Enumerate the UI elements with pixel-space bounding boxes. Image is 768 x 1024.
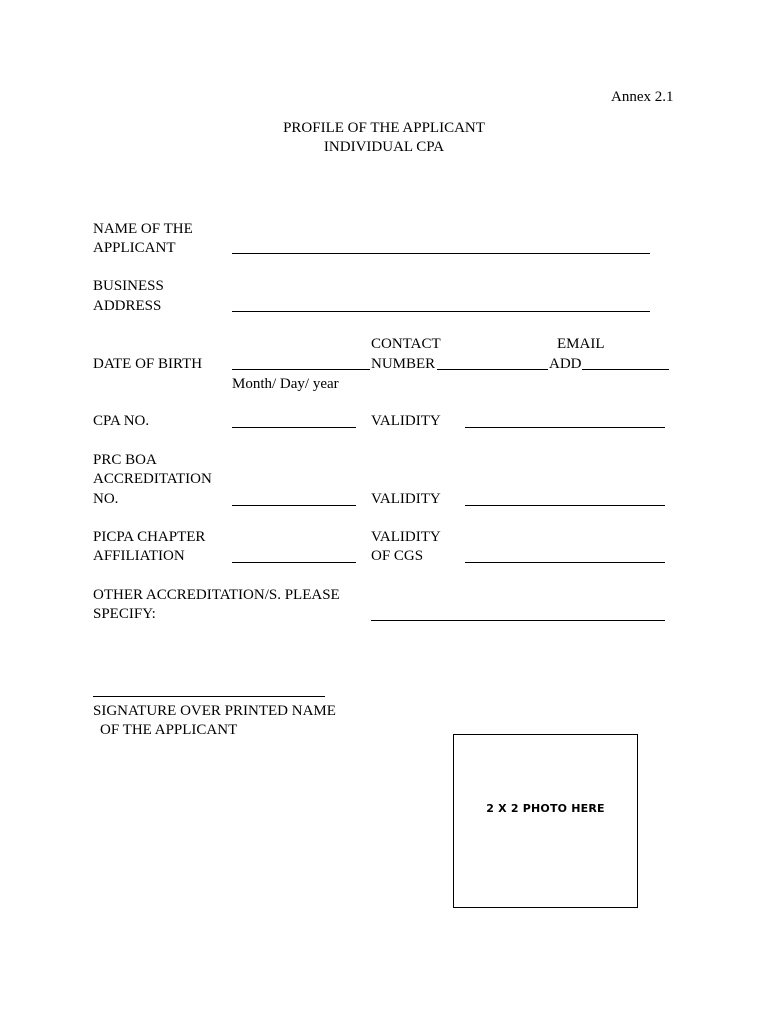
name-label-line1: NAME OF THE — [93, 221, 193, 237]
other-label-line2: SPECIFY: — [93, 606, 156, 622]
business-address-field[interactable] — [232, 311, 650, 312]
signature-label-line1: SIGNATURE OVER PRINTED NAME — [93, 703, 336, 719]
cgs-label-line2: OF CGS — [371, 548, 424, 564]
contact-label-line2: NUMBER — [371, 356, 436, 372]
page-subtitle: INDIVIDUAL CPA — [323, 139, 445, 155]
picpa-label-line1: PICPA CHAPTER — [93, 529, 206, 545]
name-field[interactable] — [232, 253, 650, 254]
photo-label: 2 X 2 PHOTO HERE — [486, 802, 605, 815]
prc-label-line3: NO. — [93, 491, 119, 507]
picpa-label-line2: AFFILIATION — [93, 548, 185, 564]
prc-validity-label: VALIDITY — [371, 491, 441, 507]
prc-validity-field[interactable] — [465, 505, 665, 506]
email-label-line2: ADD — [549, 356, 582, 372]
dob-field[interactable] — [232, 369, 370, 370]
prc-label-line2: ACCREDITATION — [93, 471, 212, 487]
signature-label-line2: OF THE APPLICANT — [100, 722, 238, 738]
cpa-no-field[interactable] — [232, 427, 356, 428]
cgs-validity-field[interactable] — [465, 562, 665, 563]
contact-number-field[interactable] — [437, 369, 548, 370]
prc-accreditation-field[interactable] — [232, 505, 356, 506]
photo-box — [453, 734, 638, 908]
picpa-affiliation-field[interactable] — [232, 562, 356, 563]
contact-label-line1: CONTACT — [371, 336, 441, 352]
page-title: PROFILE OF THE APPLICANT — [283, 120, 485, 136]
cpa-validity-label: VALIDITY — [371, 413, 441, 429]
cpa-no-label: CPA NO. — [93, 413, 150, 429]
annex-label: Annex 2.1 — [611, 89, 674, 105]
dob-label: DATE OF BIRTH — [93, 356, 203, 372]
dob-hint: Month/ Day/ year — [232, 376, 339, 392]
email-label-line1: EMAIL — [557, 336, 605, 352]
name-label-line2: APPLICANT — [93, 240, 176, 256]
business-label-line2: ADDRESS — [93, 298, 162, 314]
prc-label-line1: PRC BOA — [93, 452, 157, 468]
signature-line[interactable] — [93, 696, 325, 697]
other-accreditation-field[interactable] — [371, 620, 665, 621]
email-field[interactable] — [582, 369, 669, 370]
cgs-label-line1: VALIDITY — [371, 529, 441, 545]
other-label-line1: OTHER ACCREDITATION/S. PLEASE — [93, 587, 340, 603]
business-label-line1: BUSINESS — [93, 278, 164, 294]
cpa-validity-field[interactable] — [465, 427, 665, 428]
